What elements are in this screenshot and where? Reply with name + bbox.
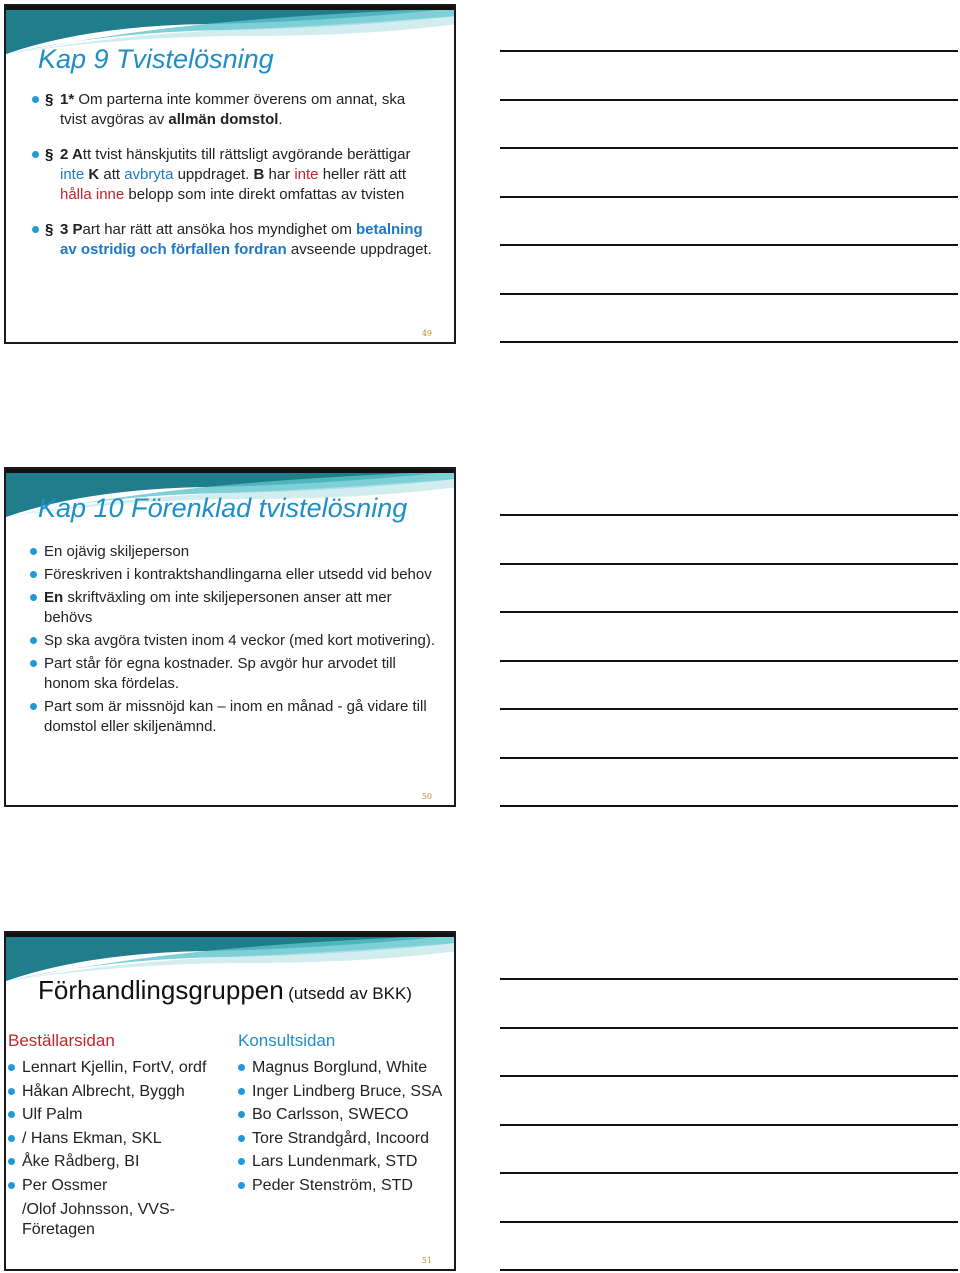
bullet-dot-icon xyxy=(32,96,39,103)
note-line xyxy=(500,757,958,759)
note-line xyxy=(500,805,958,807)
list-item xyxy=(32,145,432,205)
list-item xyxy=(32,220,432,260)
title-main: Förhandlingsgruppen xyxy=(38,975,284,1005)
bullet-list xyxy=(30,542,440,740)
member-name: Bo Carlsson, SWECO xyxy=(252,1106,409,1124)
note-line xyxy=(500,244,958,246)
text-run: att xyxy=(99,166,125,183)
list-item xyxy=(238,1152,453,1172)
note-line xyxy=(500,1027,958,1029)
bullet-dot-icon xyxy=(8,1135,15,1142)
bullet-dot-icon xyxy=(30,548,37,555)
title-subtitle: (utsedd av BKK) xyxy=(288,984,412,1003)
note-line xyxy=(500,293,958,295)
note-line xyxy=(500,708,958,710)
text-run: Föreskriven i kontraktshandlingarna eller utsedd vid behov xyxy=(44,566,432,583)
member-name: Tore Strandgård, Incoord xyxy=(252,1129,429,1147)
member-name: Peder Stenström, STD xyxy=(252,1176,413,1194)
text-run: tt tvist hänskjutits till rättsligt avgörande berättigar xyxy=(82,146,411,163)
member-name: Per Ossmer xyxy=(22,1176,108,1194)
bullet-dot-icon xyxy=(32,226,39,233)
bullet-dot-icon xyxy=(30,571,37,578)
list-item xyxy=(32,90,432,130)
text-run: Part som är missnöjd kan – inom en månad - gå vidare till domstol eller skiljenämnd. xyxy=(44,698,427,735)
list-item xyxy=(8,1200,223,1240)
list-item xyxy=(8,1152,223,1172)
list-item xyxy=(238,1082,453,1102)
text-run: uppdraget. xyxy=(173,166,254,183)
text-run: betalning av ostridig och förfallen fordran xyxy=(60,221,423,258)
list-item xyxy=(238,1058,453,1078)
column-heading-consultant: Konsultsidan xyxy=(238,1031,336,1050)
bullet-dot-icon xyxy=(238,1064,245,1071)
bullet-dot-icon xyxy=(8,1182,15,1189)
page-number: 50 xyxy=(421,792,432,801)
list-item xyxy=(238,1176,453,1196)
member-name: Lennart Kjellin, FortV, ordf xyxy=(22,1059,207,1076)
bullet-dot-icon xyxy=(238,1135,245,1142)
note-line xyxy=(500,1124,958,1126)
text-run: allmän domstol xyxy=(168,111,279,128)
text-run: inte xyxy=(60,166,89,183)
note-line xyxy=(500,1221,958,1223)
item-text xyxy=(44,655,396,692)
slide-50 xyxy=(4,467,456,807)
text-run: belopp som inte direkt omfattas av tvisten xyxy=(124,186,405,203)
member-name: Håkan Albrecht, Byggh xyxy=(22,1082,185,1100)
bullet-dot-icon xyxy=(8,1158,15,1165)
list-item xyxy=(8,1129,223,1149)
item-text xyxy=(60,146,410,203)
list-item xyxy=(30,588,440,628)
consultant-member-list xyxy=(238,1058,453,1200)
note-line xyxy=(500,50,958,52)
page-number: 51 xyxy=(421,1256,432,1265)
text-run: avbryta xyxy=(124,166,174,183)
slide-title xyxy=(38,975,412,1006)
bullet-dot-icon xyxy=(30,703,37,710)
list-item xyxy=(30,542,440,562)
text-run: avseende uppdraget. xyxy=(286,241,432,258)
bullet-dot-icon xyxy=(8,1088,15,1095)
note-line xyxy=(500,1075,958,1077)
text-run: inte xyxy=(294,166,319,183)
text-run: 2 A xyxy=(60,146,83,163)
member-name: Åke Rådberg, BI xyxy=(22,1153,140,1171)
bullet-dot-icon xyxy=(238,1158,245,1165)
note-line xyxy=(500,341,958,343)
member-name: Inger Lindberg Bruce, SSA xyxy=(252,1082,443,1100)
text-run: K xyxy=(88,166,100,183)
list-item xyxy=(30,631,440,651)
note-line xyxy=(500,978,958,980)
list-item xyxy=(30,565,440,585)
text-run: . xyxy=(278,111,283,128)
list-item xyxy=(8,1082,223,1102)
bullet-dot-icon xyxy=(238,1088,245,1095)
bullet-dot-icon xyxy=(8,1064,15,1071)
note-line xyxy=(500,99,958,101)
item-text xyxy=(44,589,392,626)
text-run: En ojävig skiljeperson xyxy=(44,543,190,560)
bullet-dot-icon xyxy=(30,660,37,667)
text-run: har xyxy=(264,166,295,183)
note-line xyxy=(500,196,958,198)
list-item xyxy=(238,1129,453,1149)
bullet-dot-icon xyxy=(238,1182,245,1189)
note-line xyxy=(500,660,958,662)
bullet-list xyxy=(32,90,432,275)
bullet-dot-icon xyxy=(238,1111,245,1118)
column-heading-client: Beställarsidan xyxy=(8,1031,115,1050)
note-line xyxy=(500,563,958,565)
item-text xyxy=(44,698,427,735)
item-text xyxy=(44,543,189,560)
member-name: /Olof Johnsson, VVS-Företagen xyxy=(22,1200,175,1238)
text-run: hålla inne xyxy=(60,186,125,203)
list-item xyxy=(238,1105,453,1125)
page-number: 49 xyxy=(421,329,432,338)
list-item xyxy=(8,1105,223,1125)
text-run: skriftväxling om inte skiljepersonen anser att mer behövs xyxy=(44,589,392,626)
text-run: Sp ska avgöra tvisten inom 4 veckor (med kort motivering). xyxy=(44,632,435,649)
slide-title: Kap 10 Förenklad tvistelösning xyxy=(38,493,408,523)
text-run: Om parterna inte kommer överens om annat, ska tvist avgöras av xyxy=(60,91,406,128)
note-line xyxy=(500,514,958,516)
item-text xyxy=(60,221,432,258)
bullet-dot-icon xyxy=(32,151,39,158)
slide-51 xyxy=(4,931,456,1271)
slide-title: Kap 9 Tvistelösning xyxy=(38,44,274,74)
text-run: 1* xyxy=(60,91,75,108)
list-item xyxy=(30,697,440,737)
member-name: Ulf Palm xyxy=(22,1106,83,1124)
note-line xyxy=(500,1269,958,1271)
member-name: Magnus Borglund, White xyxy=(252,1059,428,1076)
list-item xyxy=(30,654,440,694)
item-text xyxy=(44,632,435,649)
section-mark: § xyxy=(45,221,54,238)
text-run: B xyxy=(253,166,265,183)
note-line xyxy=(500,611,958,613)
item-text xyxy=(60,91,405,128)
list-item xyxy=(8,1176,223,1196)
text-run: En xyxy=(44,589,64,606)
list-item xyxy=(8,1058,223,1078)
bullet-dot-icon xyxy=(30,594,37,601)
member-name: Lars Lundenmark, STD xyxy=(252,1153,418,1171)
text-run: Part står för egna kostnader. Sp avgör hur arvodet till honom ska fördelas. xyxy=(44,655,396,692)
item-text xyxy=(44,566,432,583)
section-mark: § xyxy=(45,146,54,163)
section-mark: § xyxy=(45,91,54,108)
slide-banner xyxy=(6,933,454,981)
note-line xyxy=(500,1172,958,1174)
bullet-dot-icon xyxy=(8,1111,15,1118)
note-line xyxy=(500,147,958,149)
text-run: 3 P xyxy=(60,221,83,238)
slide-49 xyxy=(4,4,456,344)
bullet-dot-icon xyxy=(30,637,37,644)
member-name: / Hans Ekman, SKL xyxy=(22,1129,162,1147)
client-member-list xyxy=(8,1058,223,1243)
text-run: heller rätt att xyxy=(318,166,407,183)
text-run: art har rätt att ansöka hos myndighet om xyxy=(82,221,356,238)
